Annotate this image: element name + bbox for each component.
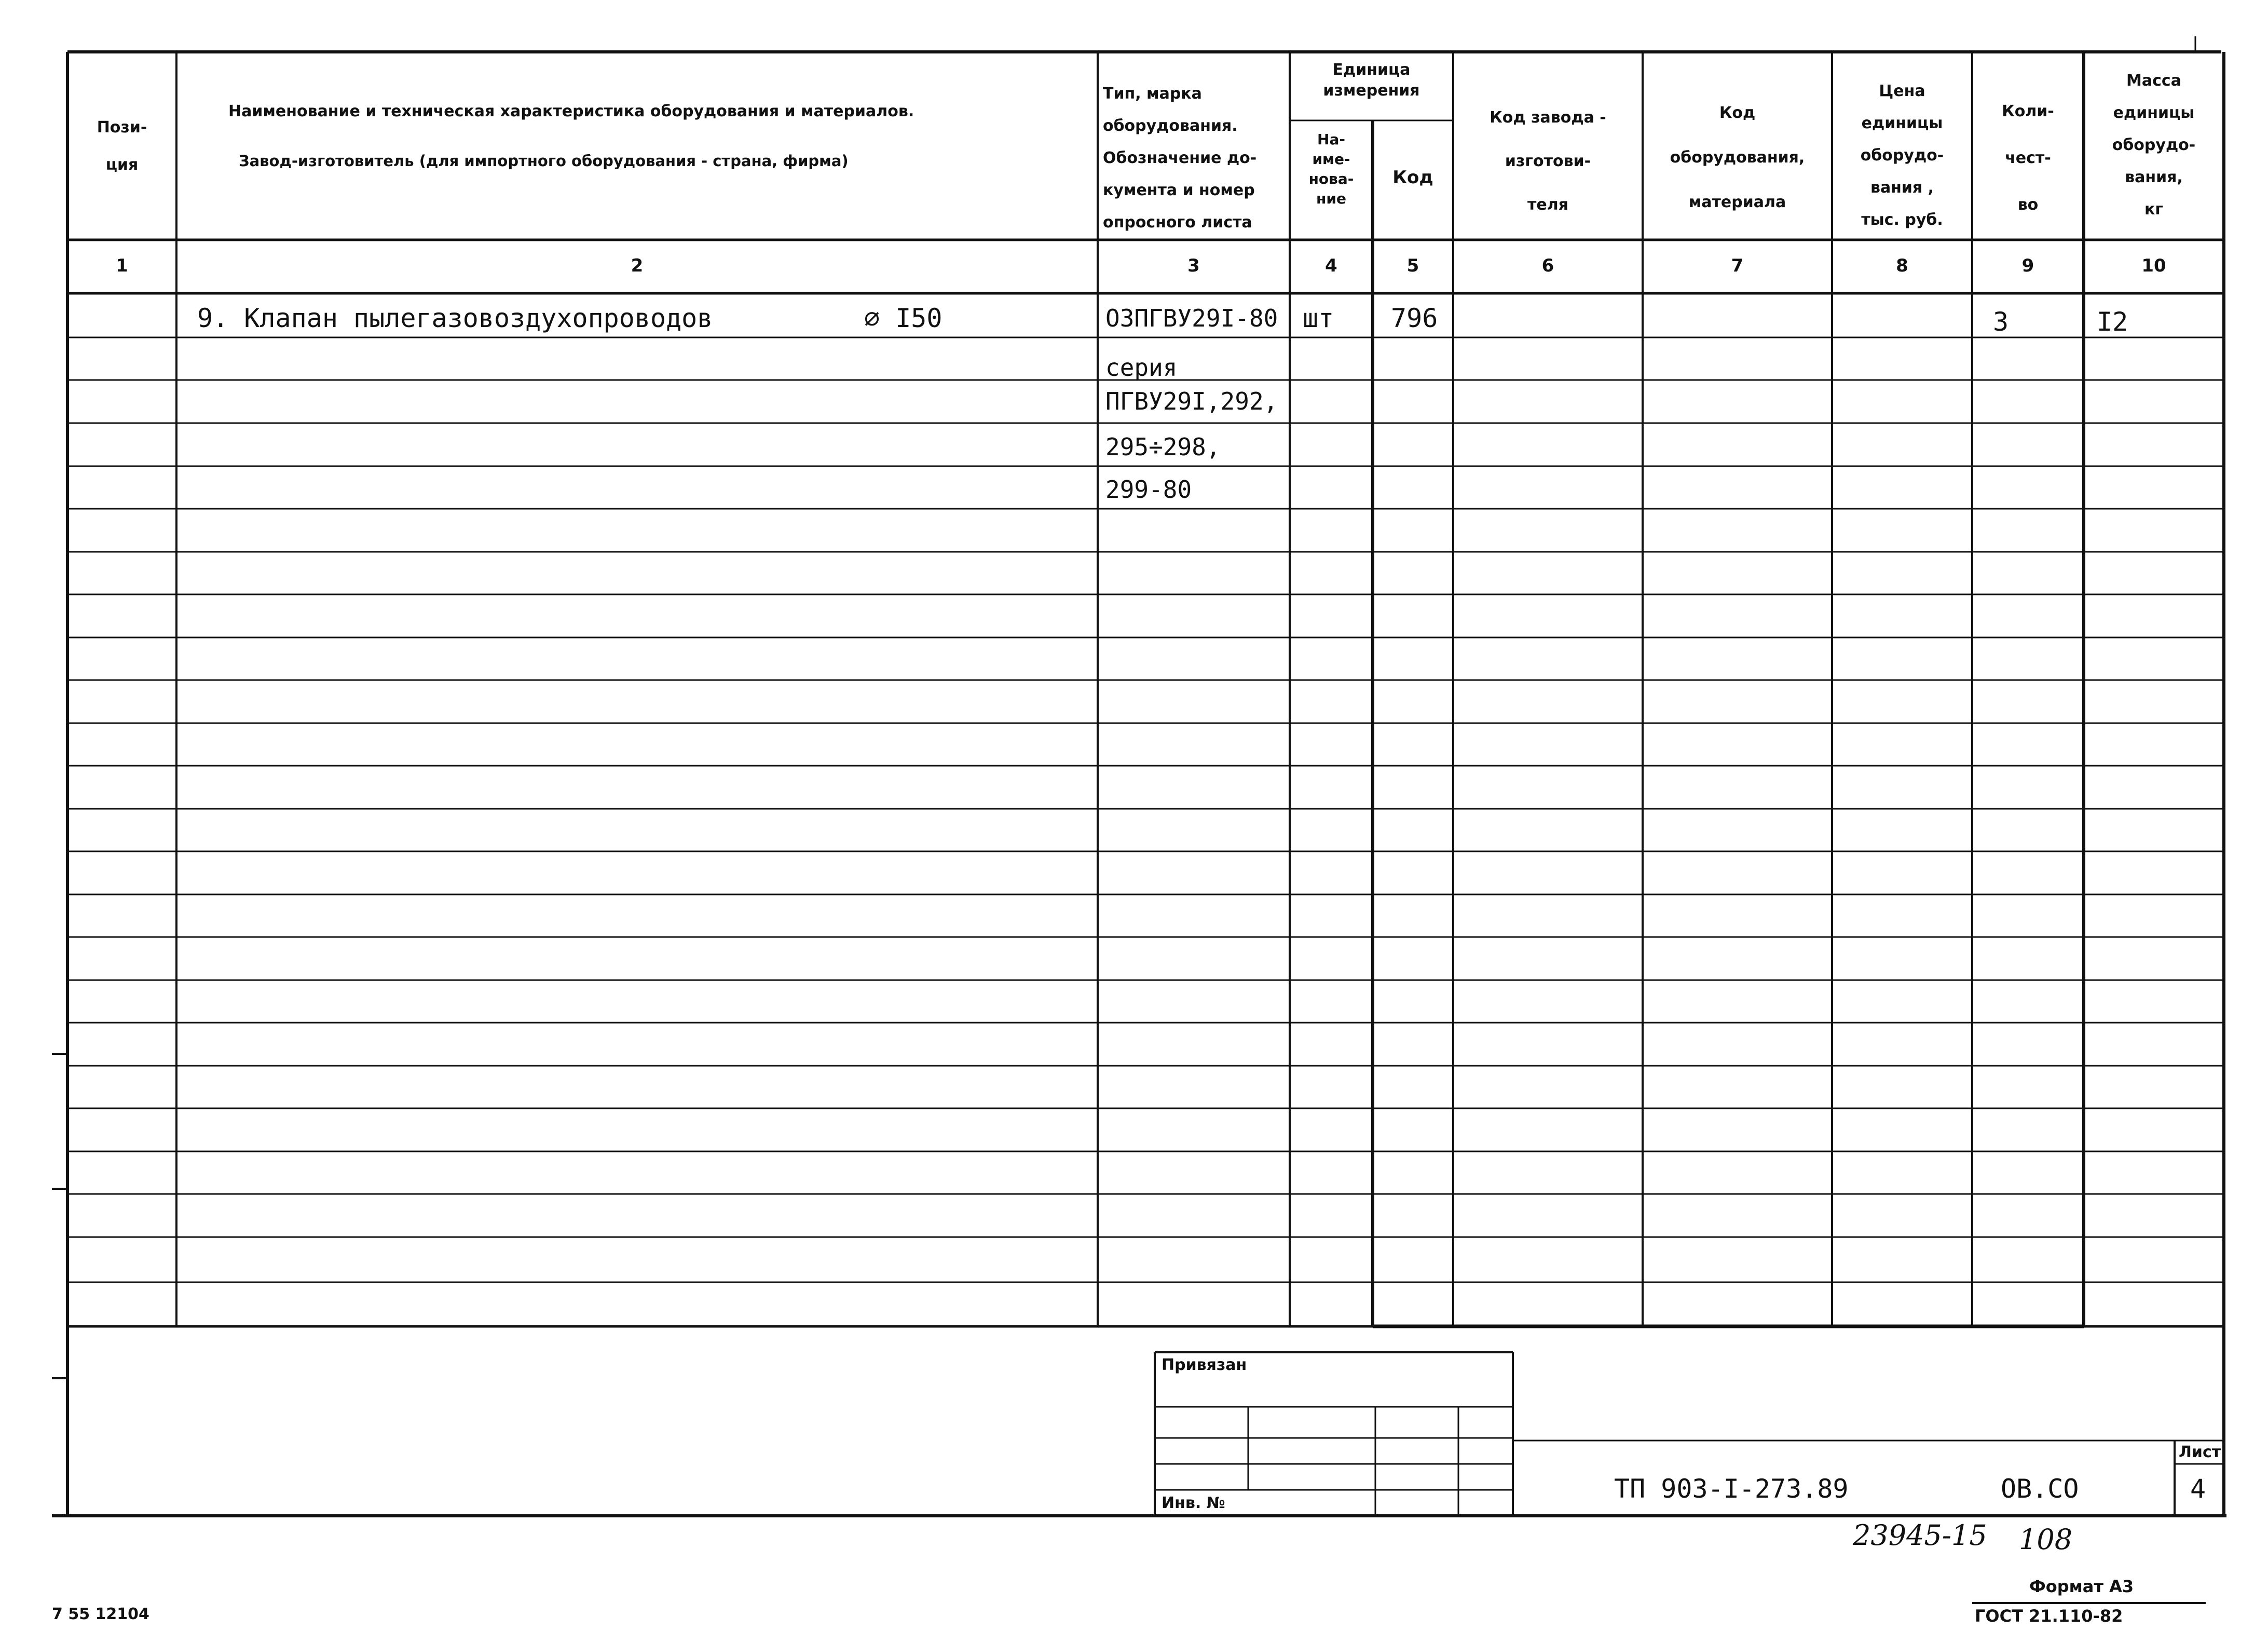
handwritten-number: 23945-15 [1853,1519,1987,1552]
header-name-line2: Завод-изготовитель (для импортного оборудования - страна, фирма) [239,152,849,170]
colnum-8: 8 [1896,255,1908,276]
row-3-type-mark: ПГВУ29I,292, [1105,387,1278,415]
stamp-privyazan: Привязан [1162,1356,1247,1374]
gost-label: ГОСТ 21.110-82 [1975,1606,2123,1626]
header-quantity: Коли- чест- во [2002,102,2054,214]
colnum-6: 6 [1541,255,1554,276]
header-type-mark: Тип, марка оборудования. Обозначение до- кумента и номер опросного листа [1103,85,1257,232]
colnum-1: 1 [116,255,128,276]
sheet-number: 4 [2190,1474,2206,1504]
colnum-10: 10 [2141,255,2166,276]
colnum-5: 5 [1406,255,1419,276]
row-2-type-mark: серия [1105,354,1178,382]
row-1-size: ∅ I50 [864,303,942,333]
row-5-type-mark: 299-80 [1105,476,1192,504]
left-bottom-code: 7 55 12104 [52,1605,149,1623]
header-manufacturer-code: Код завода - изготови- теля [1490,108,1606,214]
row-1-unit: шт [1303,303,1334,333]
header-unit-code: Код [1392,167,1433,188]
colnum-4: 4 [1325,255,1337,276]
header-name-line1: Наименование и техническая характеристика оборудования и материалов. [228,102,914,120]
header-unit-mass: Масса единицы оборудо- вания, кг [2112,72,2196,219]
header-equipment-code: Код оборудования, материала [1670,104,1805,211]
colnum-2: 2 [631,255,644,276]
header-unit-name: На- име- нова- ние [1308,131,1354,207]
row-1-name: 9. Клапан пылегазовоздухопроводов [197,303,713,333]
document-code: ТП 903-I-273.89 [1614,1474,1849,1504]
header-unit-price: Цена единицы оборудо- вания , тыс. руб. [1860,82,1944,229]
colnum-3: 3 [1187,255,1200,276]
header-unit-group: Единица измерения [1323,61,1420,100]
section-code: ОВ.СО [2001,1474,2079,1504]
format-label: Формат А3 [2029,1577,2134,1596]
header-position: Пози- ция [97,118,147,174]
row-4-type-mark: 295÷298, [1105,433,1221,461]
colnum-7: 7 [1731,255,1744,276]
row-1-type-mark: ОЗПГВУ29I-80 [1105,304,1278,332]
row-1-unit-code: 796 [1391,303,1438,333]
handwritten-number-2: 108 [2019,1523,2073,1556]
row-1-mass: I2 [2097,307,2128,337]
row-1-quantity: 3 [1993,307,2009,337]
sheet-label: Лист [2179,1443,2221,1461]
colnum-9: 9 [2021,255,2034,276]
stamp-inv-no: Инв. № [1162,1494,1225,1512]
